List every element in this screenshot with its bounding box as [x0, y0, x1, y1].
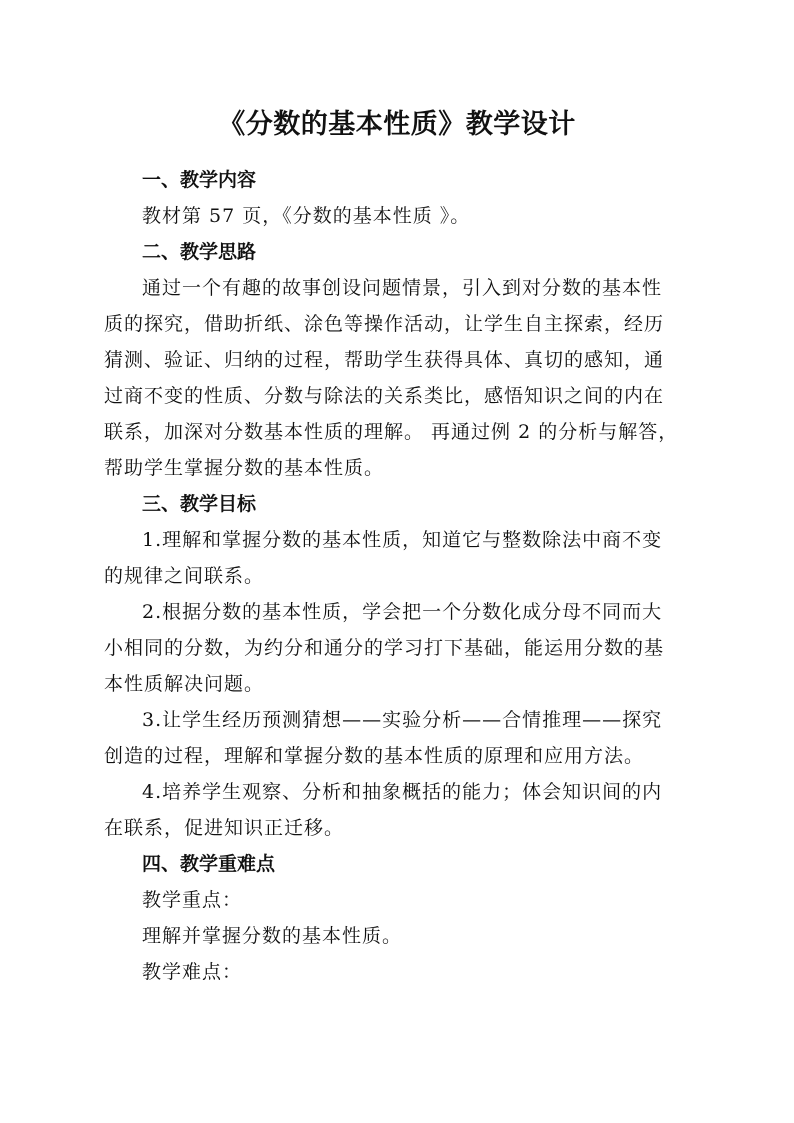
- document-body: [104, 162, 696, 990]
- text-line: 教学难点：: [142, 961, 243, 983]
- paragraph: [104, 594, 696, 702]
- text-line: 的规律之间联系。: [104, 565, 265, 587]
- section-heading-teaching-goals: 三、教学目标: [142, 493, 257, 515]
- text-line: 质的探究，借助折纸、涂色等操作活动，让学生自主探索，经历: [104, 313, 665, 335]
- text-line: 过商不变的性质、分数与除法的关系类比，感悟知识之间的内在: [104, 385, 665, 407]
- paragraph: [104, 198, 696, 234]
- text-line: 教材第 57 页，《分数的基本性质 》。: [142, 205, 471, 227]
- text-line: 帮助学生掌握分数的基本性质。: [104, 457, 385, 479]
- paragraph: [104, 954, 696, 990]
- text-line: 联系，加深对分数基本性质的理解。 再通过例 2 的分析与解答，: [104, 421, 679, 443]
- paragraph: [104, 774, 696, 846]
- text-line: 4.培养学生观察、分析和抽象概括的能力；体会知识间的内: [142, 781, 663, 803]
- text-line: 通过一个有趣的故事创设问题情景，引入到对分数的基本性: [142, 277, 663, 299]
- text-line: 2.根据分数的基本性质，学会把一个分数化成分母不同而大: [142, 601, 663, 623]
- paragraph: [104, 702, 696, 774]
- text-line: 猜测、验证、归纳的过程，帮助学生获得具体、真切的感知，通: [104, 349, 665, 371]
- document-title: 《分数的基本性质》教学设计: [218, 109, 576, 140]
- paragraph: [104, 882, 696, 918]
- text-line: 1.理解和掌握分数的基本性质，知道它与整数除法中商不变: [142, 529, 663, 551]
- paragraph: [104, 522, 696, 594]
- section-heading-teaching-ideas: 二、教学思路: [142, 241, 257, 263]
- paragraph: [104, 918, 696, 954]
- text-line: 小相同的分数，为约分和通分的学习打下基础，能运用分数的基: [104, 637, 665, 659]
- text-line: 在联系，促进知识正迁移。: [104, 817, 345, 839]
- paragraph: [104, 270, 696, 486]
- section-heading-teaching-content: 一、教学内容: [142, 169, 257, 191]
- text-line: 创造的过程，理解和掌握分数的基本性质的原理和应用方法。: [104, 745, 645, 767]
- text-line: 理解并掌握分数的基本性质。: [142, 925, 403, 947]
- section-heading-key-points: 四、教学重难点: [142, 853, 276, 875]
- text-line: 本性质解决问题。: [104, 673, 265, 695]
- text-line: 教学重点：: [142, 889, 243, 911]
- text-line: 3.让学生经历预测猜想——实验分析——合情推理——探究: [142, 709, 663, 731]
